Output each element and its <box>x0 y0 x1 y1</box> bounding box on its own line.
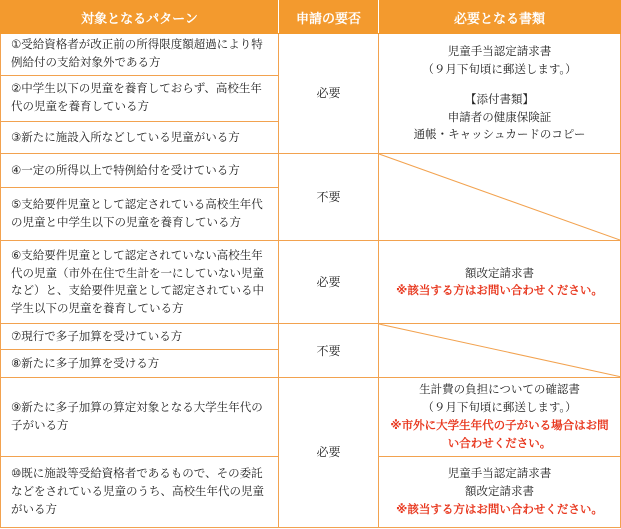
header-pattern: 対象となるパターン <box>1 1 279 34</box>
inquiry-note: ※該当する方はお問い合わせください。 <box>396 283 603 298</box>
attached-heading: 【添付書類】 <box>465 91 534 106</box>
header-documents: 必要となる書類 <box>379 1 621 34</box>
doc-line: 額改定請求書 <box>465 484 534 499</box>
doc-line: 生計費の負担についての確認書 <box>419 382 580 397</box>
doc-line: （９月下旬頃に郵送します。） <box>422 400 577 415</box>
pattern-cell-6: ⑥支給要件児童として認定されていない高校生年代の児童（市外在住で生計を一にしていない児童など）と、支給要件児童として認定されている中学生以下の児童を養育している方 <box>1 241 279 324</box>
doc-line: 通帳・キャッシュカードのコピー <box>413 127 586 142</box>
diagonal-line <box>379 154 620 240</box>
documents-cell-none-1 <box>379 154 621 241</box>
table-row <box>1 324 621 349</box>
pattern-cell-2: ②中学生以下の児童を養育しておらず、高校生年代の児童を養育している方 <box>1 75 279 122</box>
documents-cell-none-2 <box>379 324 621 378</box>
pattern-cell-1: ①受給資格者が改正前の所得限度額超過により特例給付の支給対象外である方 <box>1 34 279 76</box>
pattern-cell-5: ⑤支給要件児童として認定されている高校生年代の児童と中学生以下の児童を養育している方 <box>1 187 279 241</box>
table-header-row <box>1 1 621 34</box>
table-row <box>1 154 621 187</box>
pattern-cell-3: ③新たに施設入所などしている児童がいる方 <box>1 122 279 154</box>
documents-cell-group3 <box>379 241 621 324</box>
documents-cell-row10 <box>379 457 621 528</box>
doc-line: （９月下旬頃に郵送します。） <box>422 62 577 76</box>
table-row <box>1 378 621 457</box>
pattern-cell-8: ⑧新たに多子加算を受ける方 <box>1 349 279 377</box>
table-row <box>1 34 621 76</box>
inquiry-note: ※市外に大学生年代の子がいる場合はお問い合わせください。 <box>390 418 609 450</box>
diagonal-line <box>379 324 620 377</box>
pattern-cell-10: ⑩既に施設等受給資格者であるもので、その委託などをされている児童のうち、高校生年代の児童がいる方 <box>1 457 279 528</box>
doc-line: 申請者の健康保険証 <box>447 109 552 124</box>
inquiry-note: ※該当する方はお問い合わせください。 <box>396 501 603 516</box>
table-row <box>1 241 621 324</box>
requirement-cell-group3: 必要 <box>279 241 379 324</box>
documents-cell-group1 <box>379 34 621 154</box>
requirement-cell-group4: 不要 <box>279 324 379 378</box>
pattern-cell-9: ⑨新たに多子加算の算定対象となる大学生年代の子がいる方 <box>1 378 279 457</box>
requirement-cell-group2: 不要 <box>279 154 379 241</box>
pattern-cell-4: ④一定の所得以上で特例給付を受けている方 <box>1 154 279 187</box>
doc-line: 額改定請求書 <box>465 265 534 280</box>
doc-line: 児童手当認定請求書 <box>447 466 552 481</box>
pattern-cell-7: ⑦現行で多子加算を受けている方 <box>1 324 279 349</box>
doc-line: 児童手当認定請求書 <box>447 44 552 59</box>
requirement-cell-group1: 必要 <box>279 34 379 154</box>
header-application: 申請の要否 <box>279 1 379 34</box>
documents-cell-row9 <box>379 378 621 457</box>
requirement-cell-group5: 必要 <box>279 378 379 528</box>
